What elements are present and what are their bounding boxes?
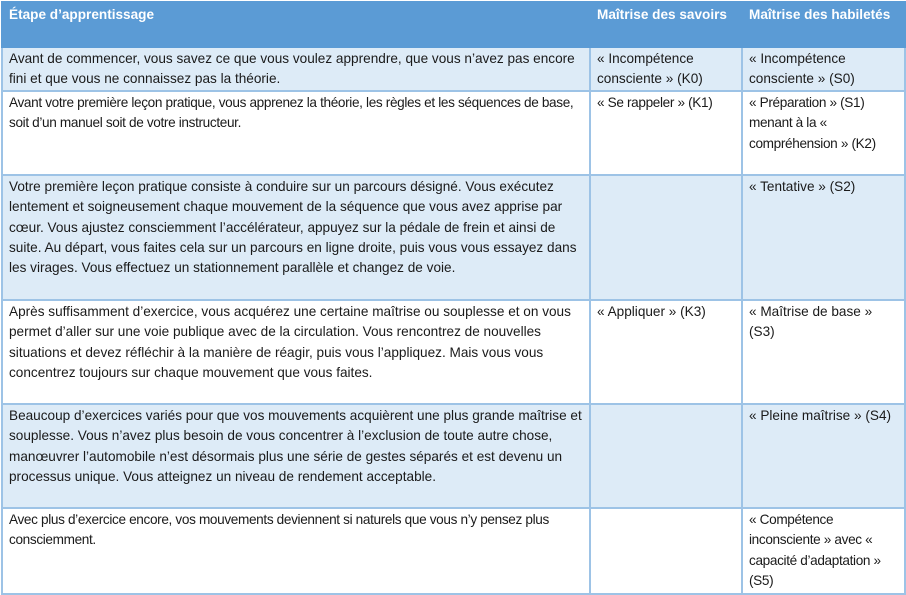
header-knowledge-mastery: Maîtrise des savoirs <box>590 2 742 47</box>
skills-cell: « Compétence inconsciente » avec « capacité d’adaptation » (S5) <box>742 508 905 594</box>
table-row <box>2 404 905 508</box>
skills-cell: « Incompétence consciente » (S0) <box>742 47 905 91</box>
table-row <box>2 47 905 91</box>
header-learning-stage: Étape d’apprentissage <box>2 2 590 47</box>
header-skills-mastery: Maîtrise des habiletés <box>742 2 905 47</box>
stage-cell: Avant votre première leçon pratique, vous apprenez la théorie, les règles et les séquences de base, soit d’un manuel soit de votre instructeur. <box>2 91 590 175</box>
stage-cell: Avec plus d’exercice encore, vos mouvements deviennent si naturels que vous n’y pensez plus consciemment. <box>2 508 590 594</box>
learning-stages-table <box>1 1 906 595</box>
skills-cell: « Tentative » (S2) <box>742 175 905 300</box>
skills-cell: « Maîtrise de base » (S3) <box>742 300 905 404</box>
table-row <box>2 508 905 594</box>
stage-cell: Beaucoup d’exercices variés pour que vos mouvements acquièrent une plus grande maîtrise et souplesse. Vous n’avez plus besoin de vous concentrer à l’exclusion de toute autre chose, manœuvrer l’automobile n’est désormais plus une série de gestes séparés et est devenu un processus unique. Vous atteignez un niveau de rendement acceptable. <box>2 404 590 508</box>
knowledge-cell <box>590 175 742 300</box>
skills-cell: « Pleine maîtrise » (S4) <box>742 404 905 508</box>
knowledge-cell: « Se rappeler » (K1) <box>590 91 742 175</box>
stage-cell: Après suffisamment d’exercice, vous acquérez une certaine maîtrise ou souplesse et on vous permet d’aller sur une voie publique avec de la circulation. Vous rencontrez de nouvelles situations et devez réfléchir à la manière de réagir, puis vous l’appliquez. Mais vous vous concentrez toujours sur chaque mouvement que vous faites. <box>2 300 590 404</box>
header-row <box>2 2 905 47</box>
skills-cell: « Préparation » (S1) menant à la « compréhension » (K2) <box>742 91 905 175</box>
table-row <box>2 175 905 300</box>
knowledge-cell: « Incompétence consciente » (K0) <box>590 47 742 91</box>
table-row <box>2 300 905 404</box>
stage-cell: Avant de commencer, vous savez ce que vous voulez apprendre, que vous n’avez pas encore fini et que vous ne connaissez pas la théorie. <box>2 47 590 91</box>
knowledge-cell <box>590 508 742 594</box>
knowledge-cell: « Appliquer » (K3) <box>590 300 742 404</box>
knowledge-cell <box>590 404 742 508</box>
table-row <box>2 91 905 175</box>
stage-cell: Votre première leçon pratique consiste à conduire sur un parcours désigné. Vous exécutez lentement et soigneusement chaque mouvement de la séquence que vous avez apprise par cœur. Vous ajustez consciemment l’accélérateur, appuyez sur la pédale de frein et ainsi de suite. Au départ, vous faites cela sur un parcours en ligne droite, puis vous vous essayez dans les virages. Vous effectuez un stationnement parallèle et changez de voie. <box>2 175 590 300</box>
